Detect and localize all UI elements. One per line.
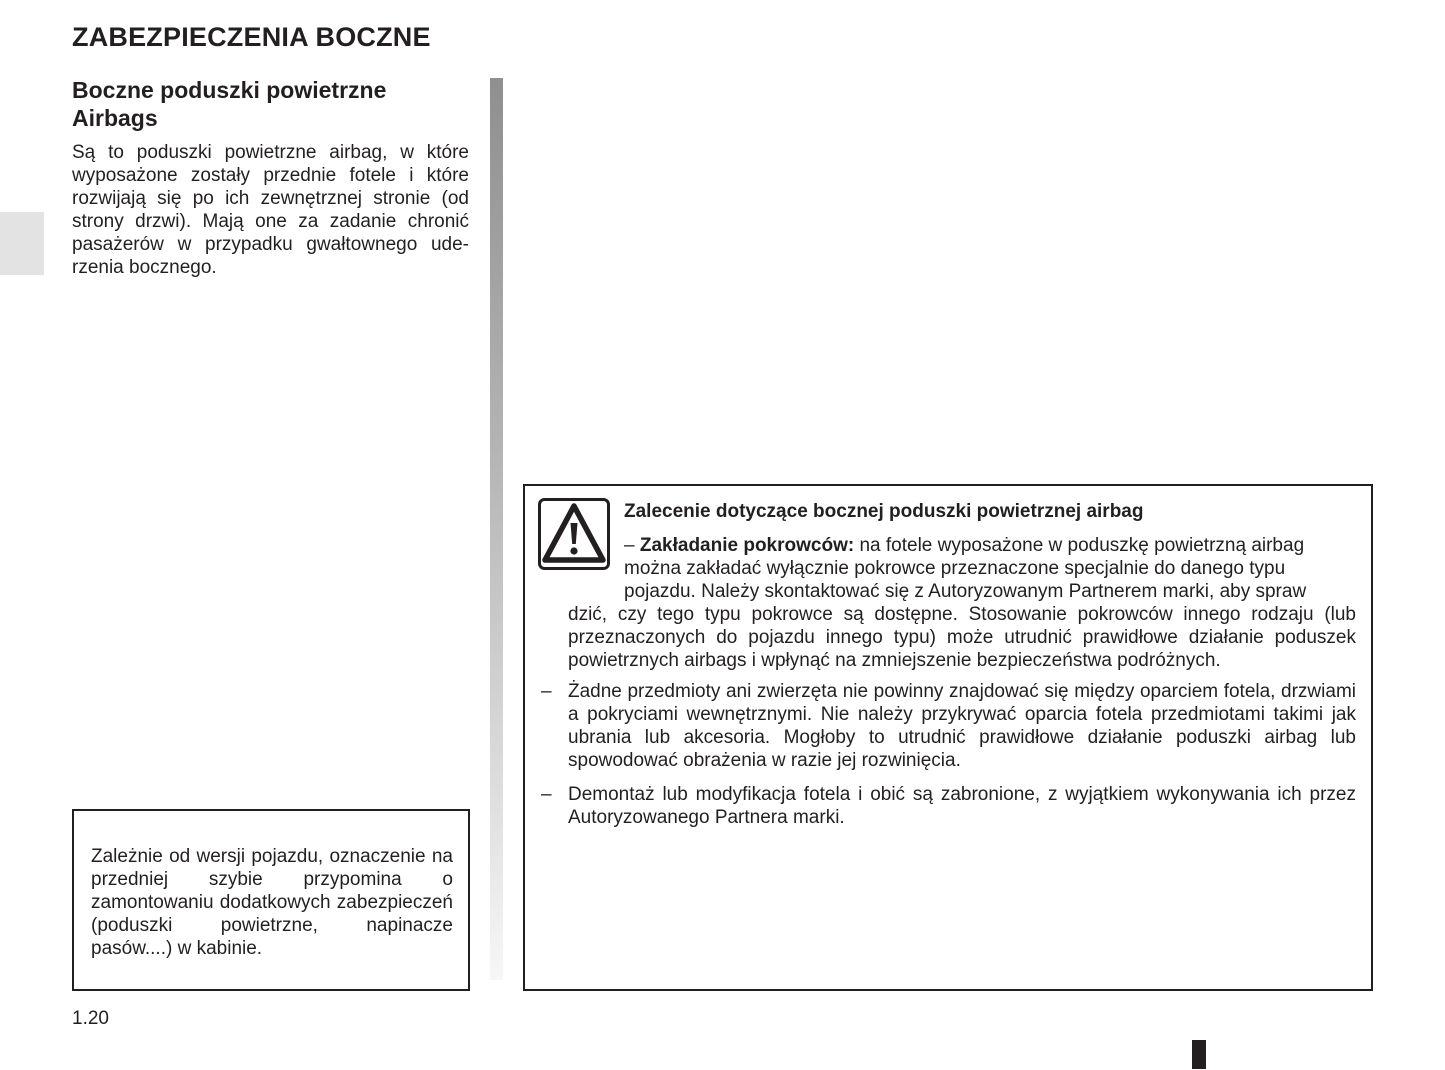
warning-item-seat-covers-lead (624, 534, 1356, 557)
seat-covers-rest: dzić, czy tego typu pokrowce są dostępne. Stosowanie pokrowców innego rodzaju (lub przeznaczonych do pojazdu innego typu) może utrudnić prawidłowe działanie poduszek powietrznych airbags i wpłynąć na zmniejszenie bezpieczeństwa podróżnych. (568, 604, 1356, 671)
warning-box (523, 484, 1373, 991)
chapter-tab (0, 212, 44, 275)
note-text: Zależnie od wersji pojazdu, oznaczenie na przedniej szybie przypomina o zamontowaniu dodatkowych zabezpieczeń (poduszki powietrzne, napinacze pasów....) w kabinie. (91, 846, 453, 959)
warning-item-seat-covers (568, 534, 1356, 672)
section-heading-line2: Airbags (72, 105, 158, 131)
page-title: ZABEZPIECZENIA BOCZNE (72, 22, 431, 52)
section-heading (72, 76, 472, 132)
dash: – (541, 681, 552, 702)
dash: – (624, 535, 635, 556)
seat-covers-line3: pojazdu. Należy skontaktować się z Autoryzowanym Partnerem marki, aby spraw (624, 581, 1307, 602)
warning-title: Zalecenie dotyczące bocznej poduszki powietrznej airbag (624, 501, 1144, 522)
warning-item-dismantling-text: Demontaż lub modyfikacja fotela i obić są zabronione, z wyjątkiem wykonywania ich przez Autoryzowanego Partnera marki. (568, 784, 1356, 828)
corner-mark (1192, 1040, 1206, 1069)
section-body-text: Są to poduszki powietrzne airbag, w które wyposażone zostały przednie fotele i które rozwijają się po ich zewnętrznej stronie (od strony drzwi). Mają one za zadanie chronić pasażerów w przypadku gwałtownego uderzenia bocznego. (72, 142, 469, 278)
warning-item-objects-text: Żadne przedmioty ani zwierzęta nie powinny znajdować się między oparciem fotela, drzwiami a pokryciami wewnętrznymi. Nie należy przykrywać oparcia fotela przedmiotami takimi jak ubrania lub akcesoria. Mogłoby to utrudnić prawidłowe działanie poduszki airbag lub spowodować obrażenia w razie jej rozwinięcia. (568, 681, 1356, 771)
seat-covers-line2: można zakładać wyłącznie pokrowce przeznaczone specjalnie do danego typu (624, 558, 1286, 579)
page-number: 1.20 (72, 1008, 109, 1029)
warning-item-dismantling (541, 783, 1356, 829)
seat-covers-line1: na fotele wyposażone w poduszkę powietrzną airbag (859, 535, 1305, 556)
note-box (72, 809, 470, 991)
dash: – (541, 784, 552, 805)
warning-item-objects (541, 680, 1356, 772)
column-divider-bar (490, 78, 503, 980)
section-heading-line1: Boczne poduszki powietrzne (72, 77, 387, 103)
seat-covers-label: Zakładanie pokrowców: (639, 535, 855, 556)
